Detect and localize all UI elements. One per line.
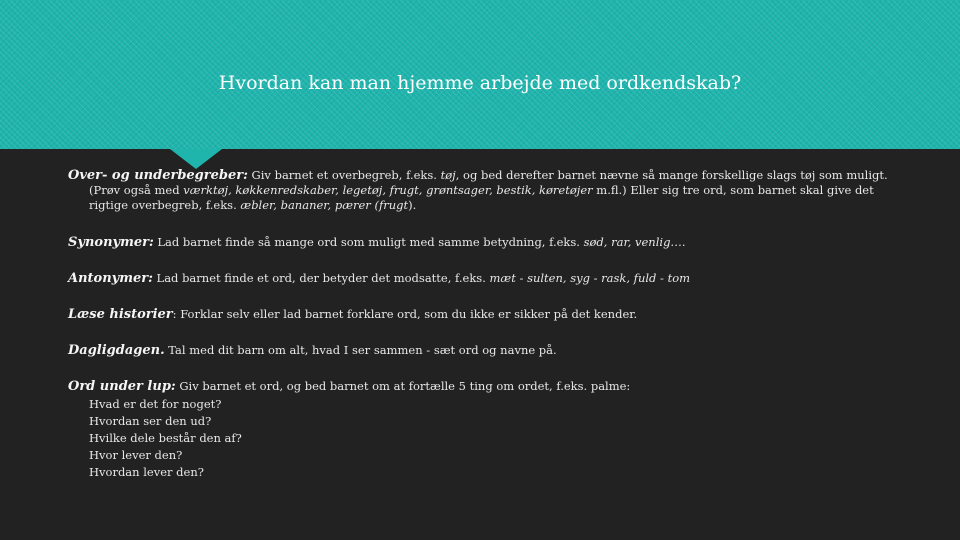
over-example-3: æbler, bananer, pærer (frugt xyxy=(240,198,409,212)
over-text-4: m.fl.) Eller sig tre ord, som barnet skal give det rigtige overbegreb, f.eks. xyxy=(89,183,874,212)
synonymer-text: Lad barnet finde så mange ord som muligt med samme betydning, f.eks. xyxy=(153,235,584,249)
antonymer-example: mæt - sulten, syg - rask, fuld - tom xyxy=(489,271,691,285)
section-antonymer xyxy=(68,271,898,286)
list-item-text: Hvor lever den? xyxy=(89,448,183,462)
list-item xyxy=(68,430,898,447)
synonymer-example: sød, rar, venlig…. xyxy=(583,235,686,249)
heading-over-under: Over- og underbegreber: xyxy=(68,168,248,183)
list-item xyxy=(68,413,898,430)
heading-antonymer: Antonymer: xyxy=(68,271,153,286)
laese-text: : Forklar selv eller lad barnet forklare ord, som du ikke er sikker på det kender. xyxy=(172,307,638,321)
slide-title: Hvordan kan man hjemme arbejde med ordkendskab? xyxy=(218,72,742,94)
heading-dagligdagen: Dagligdagen. xyxy=(68,343,165,358)
over-text-1: Giv barnet et overbegreb, f.eks. xyxy=(247,168,441,182)
section-dagligdagen xyxy=(68,343,898,358)
dagligdagen-text: Tal med dit barn om alt, hvad I ser sammen - sæt ord og navne på. xyxy=(164,343,557,357)
slide-content xyxy=(68,168,898,481)
section-over-under xyxy=(68,168,898,213)
over-text-5: ). xyxy=(408,198,417,212)
antonymer-text: Lad barnet finde et ord, der betyder det modsatte, f.eks. xyxy=(152,271,490,285)
list-item-text: Hvordan ser den ud? xyxy=(89,414,212,428)
question-list xyxy=(68,396,898,481)
section-ord-under-lup xyxy=(68,379,898,481)
over-indented-text xyxy=(68,183,898,213)
list-item xyxy=(68,396,898,413)
section-synonymer xyxy=(68,235,898,250)
list-item-text: Hvilke dele består den af? xyxy=(89,431,242,445)
list-item xyxy=(68,447,898,464)
heading-synonymer: Synonymer: xyxy=(68,235,154,250)
heading-laese-historier: Læse historier xyxy=(68,307,173,322)
banner-notch xyxy=(170,149,222,169)
list-item xyxy=(68,464,898,481)
over-text-2: , og bed derefter barnet nævne så mange forskellige slags tøj som muligt. xyxy=(455,168,888,182)
ord-under-lup-text: Giv barnet et ord, og bed barnet om at fortælle 5 ting om ordet, f.eks. palme: xyxy=(175,379,631,393)
over-example-1: tøj xyxy=(440,168,456,182)
list-item-text: Hvordan lever den? xyxy=(89,465,204,479)
over-text-3: (Prøv også med xyxy=(89,183,184,197)
over-example-2: værktøj, køkkenredskaber, legetøj, frugt, grøntsager, bestik, køretøjer xyxy=(183,183,593,197)
list-item-text: Hvad er det for noget? xyxy=(89,397,222,411)
heading-ord-under-lup: Ord under lup: xyxy=(68,379,176,394)
section-laese-historier xyxy=(68,307,898,322)
